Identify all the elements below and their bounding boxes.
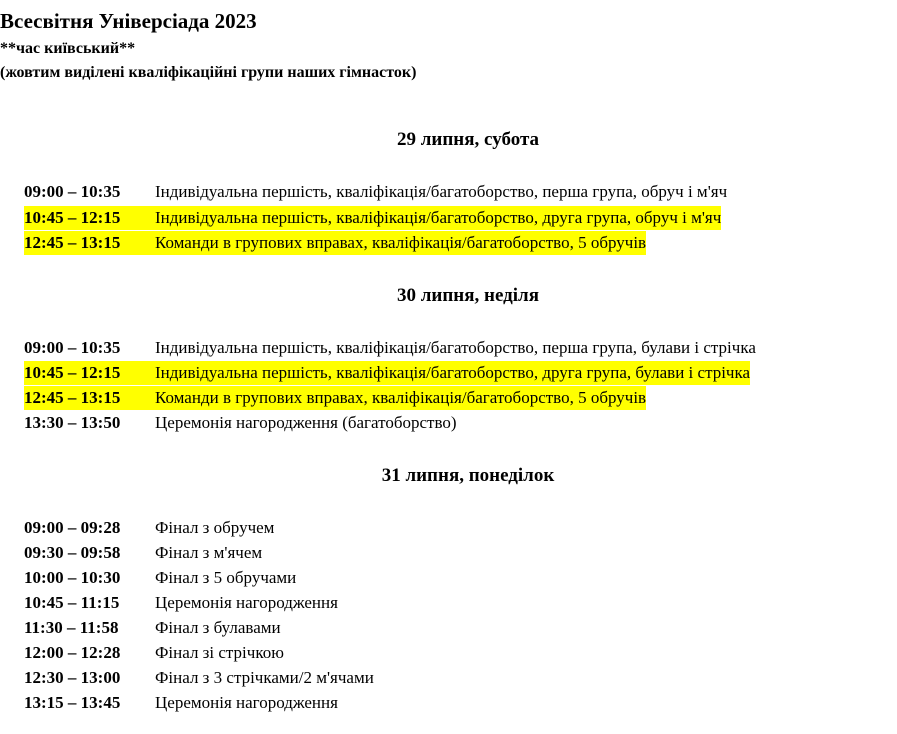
schedule-row <box>24 386 646 410</box>
event-description: Церемонія нагородження (багатоборство) <box>155 413 457 432</box>
day-heading: 29 липня, субота <box>396 129 540 150</box>
schedule-row <box>24 666 374 690</box>
event-description: Фінал з м'ячем <box>155 543 263 562</box>
schedule-row <box>24 691 338 715</box>
event-time: 09:30 – 09:58 <box>24 543 121 562</box>
day-heading: 31 липня, понеділок <box>381 465 555 486</box>
event-description: Фінал з 3 стрічками/2 м'ячами <box>155 668 374 687</box>
schedule-row <box>24 231 646 255</box>
event-time: 09:00 – 10:35 <box>24 338 121 357</box>
event-time: 12:30 – 13:00 <box>24 668 121 687</box>
event-time: 10:45 – 12:15 <box>24 208 121 227</box>
event-time: 13:30 – 13:50 <box>24 413 121 432</box>
timezone-note: **час київський** <box>0 40 136 57</box>
page-title: Всесвітня Універсіада 2023 <box>0 9 257 33</box>
schedule-row <box>24 616 281 640</box>
event-time: 12:00 – 12:28 <box>24 643 121 662</box>
schedule-row <box>24 641 284 665</box>
event-description: Фінал з 5 обручами <box>155 568 297 587</box>
event-description: Церемонія нагородження <box>155 693 338 712</box>
event-description: Церемонія нагородження <box>155 593 338 612</box>
event-description: Індивідуальна першість, кваліфікація/багатоборство, перша група, обруч і м'яч <box>155 182 728 201</box>
event-description: Індивідуальна першість, кваліфікація/багатоборство, перша група, булави і стрічка <box>155 338 756 357</box>
day-heading: 30 липня, неділя <box>397 285 539 306</box>
event-time: 13:15 – 13:45 <box>24 693 121 712</box>
schedule-row <box>24 180 727 204</box>
event-time: 12:45 – 13:15 <box>24 388 121 407</box>
event-description: Фінал з булавами <box>155 618 281 637</box>
event-time: 12:45 – 13:15 <box>24 233 121 252</box>
schedule-row <box>24 361 750 385</box>
schedule-row <box>24 206 721 230</box>
event-time: 10:00 – 10:30 <box>24 568 121 587</box>
event-description: Команди в групових вправах, кваліфікація/багатоборство, 5 обручів <box>155 388 647 407</box>
schedule-row <box>24 516 274 540</box>
schedule-row <box>24 541 262 565</box>
event-description: Фінал зі стрічкою <box>155 643 284 662</box>
event-time: 10:45 – 11:15 <box>24 593 120 612</box>
event-time: 10:45 – 12:15 <box>24 363 121 382</box>
schedule-row <box>24 591 338 615</box>
event-time: 11:30 – 11:58 <box>24 618 119 637</box>
schedule-row <box>24 411 457 435</box>
event-description: Індивідуальна першість, кваліфікація/багатоборство, друга група, обруч і м'яч <box>155 208 722 227</box>
event-time: 09:00 – 10:35 <box>24 182 121 201</box>
event-description: Фінал з обручем <box>155 518 275 537</box>
highlight-legend-note: (жовтим виділені кваліфікаційні групи наших гімнасток) <box>0 64 417 81</box>
schedule-row <box>24 336 756 360</box>
event-time: 09:00 – 09:28 <box>24 518 121 537</box>
event-description: Команди в групових вправах, кваліфікація/багатоборство, 5 обручів <box>155 233 647 252</box>
schedule-row <box>24 566 296 590</box>
event-description: Індивідуальна першість, кваліфікація/багатоборство, друга група, булави і стрічка <box>155 363 751 382</box>
